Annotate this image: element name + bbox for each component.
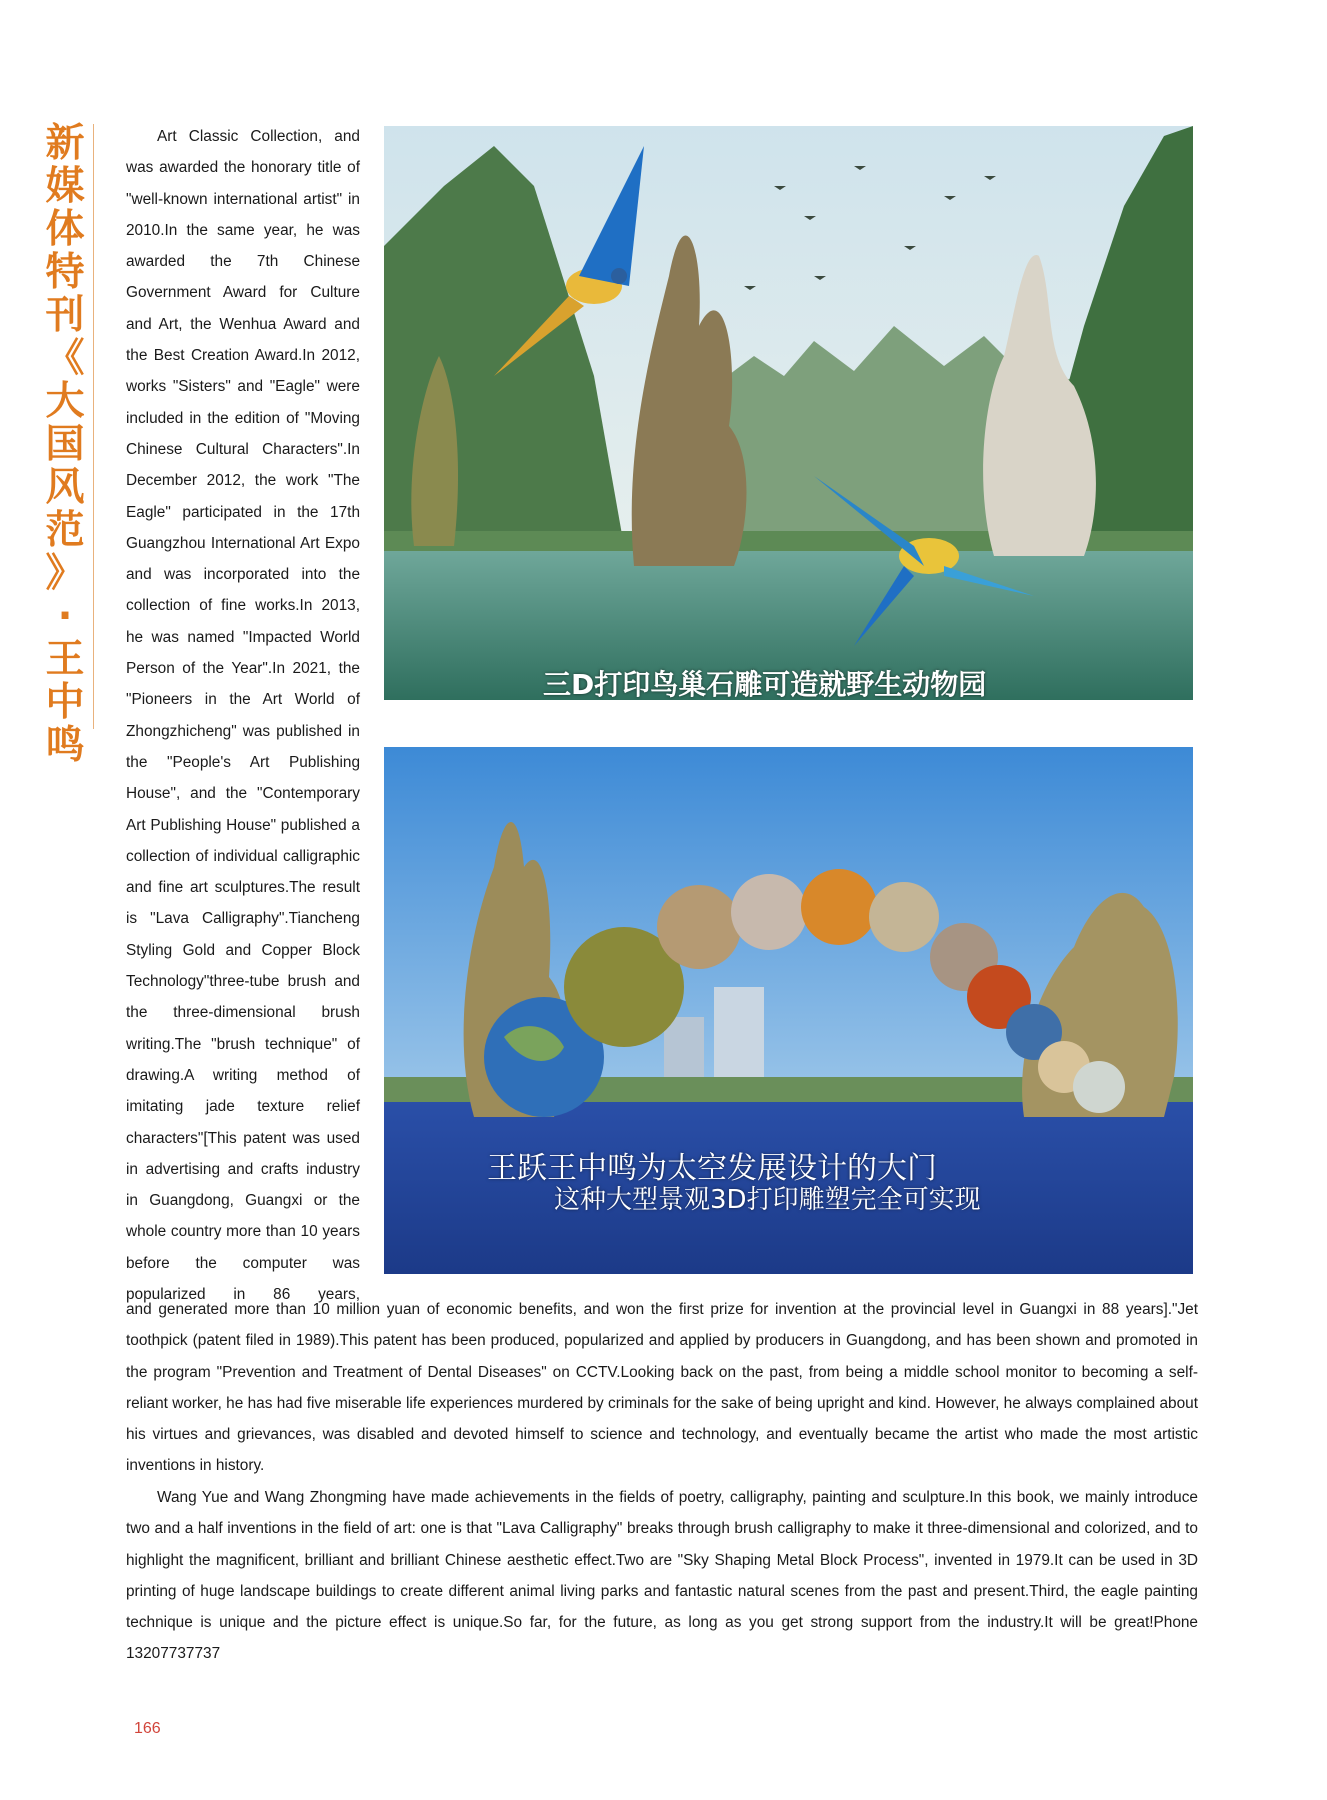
title-divider bbox=[93, 124, 94, 729]
photo-caption-line-1: 王跃王中鸣为太空发展设计的大门 bbox=[487, 1151, 937, 1186]
photo-caption-line-2: 这种大型景观3D打印雕塑完全可实现 bbox=[554, 1185, 981, 1215]
title-char: 国 bbox=[45, 422, 85, 467]
landscape-photo bbox=[384, 126, 1193, 700]
title-char: 》 bbox=[45, 551, 85, 596]
title-char: 新 bbox=[45, 121, 85, 166]
paragraph: Wang Yue and Wang Zhongming have made achievements in the fields of poetry, calligraphy, painting and sculpture.In this book, we mainly introduce two and a half inventions in the field of art: one is that "Lava Calligraphy" breaks through brush calligraphy to make it three-dimensional and colorized, and to highlight the magnificent, brilliant and brilliant Chinese aesthetic effect.Two are "Sky Shaping Metal Block Process", invented in 1979.It can be used in 3D printing of huge landscape buildings to create different animal living parks and fantastic natural scenes from the past and present.Third, the eagle painting technique is unique and the picture effect is unique.So far, for the future, as long as you get strong support from the industry.It will be great!Phone 13207737737 bbox=[126, 1489, 1198, 1663]
column-text-block bbox=[126, 121, 360, 1310]
title-char: 媒 bbox=[45, 164, 85, 209]
page-number: 166 bbox=[134, 1720, 161, 1737]
paragraph-continuation: and generated more than 10 million yuan of economic benefits, and won the first prize for invention at the provincial level in Guangxi in 88 years]."Jet toothpick (patent filed in 1989).This patent has been produced, popularized and applied by producers in Guangdong, and has been shown and promoted in the program "Prevention and Treatment of Dental Diseases" on CCTV.Looking back on the past, from being a middle school monitor to becoming a self-reliant worker, he has had five miserable life experiences murdered by criminals for the sake of being upright and kind. However, he always complained about his virtues and grievances, was disabled and devoted himself to science and technology, and eventually became the artist who made the most artistic inventions in history. bbox=[126, 1301, 1198, 1475]
title-char: 刊 bbox=[45, 293, 85, 338]
title-char: 鸣 bbox=[45, 723, 85, 768]
title-char: 范 bbox=[45, 508, 85, 553]
photo-caption: 三D打印鸟巢石雕可造就野生动物园 bbox=[543, 668, 987, 700]
vertical-title bbox=[40, 122, 90, 767]
title-char: 《 bbox=[45, 336, 85, 381]
title-char: 体 bbox=[45, 207, 85, 252]
space-gate-photo bbox=[384, 747, 1193, 1274]
title-char: 特 bbox=[45, 250, 85, 295]
column-paragraph: Art Classic Collection, and was awarded the honorary title of "well-known international artist" in 2010.In the same year, he was awarded the 7th Chinese Government Award for Culture and Art, the Wenhua Award and the Best Creation Award.In 2012, works "Sisters" and "Eagle" were included in the edition of "Moving Chinese Cultural Characters".In December 2012, the work "The Eagle" participated in the 17th Guangzhou International Art Expo and was incorporated into the collection of fine works.In 2013, he was named "Impacted World Person of the Year".In 2021, the "Pioneers in the Art World of Zhongzhicheng" was published in the "People's Art Publishing House", and the "Contemporary Art Publishing House" published a collection of individual calligraphic and fine art sculptures.The result is "Lava Calligraphy".Tiancheng Styling Gold and Copper Block Technology"three-tube brush and the three-dimensional brush writing.The "brush technique" of drawing.A writing method of imitating jade texture relief characters"[This patent was used in advertising and crafts industry in Guangdong, Guangxi or the whole country more than 10 years before the computer was popularized in 86 years, bbox=[126, 128, 360, 1303]
title-char: · bbox=[57, 594, 73, 639]
title-char: 中 bbox=[45, 680, 85, 725]
title-char: 大 bbox=[45, 379, 85, 424]
title-char: 风 bbox=[45, 465, 85, 510]
title-char: 王 bbox=[45, 637, 85, 682]
